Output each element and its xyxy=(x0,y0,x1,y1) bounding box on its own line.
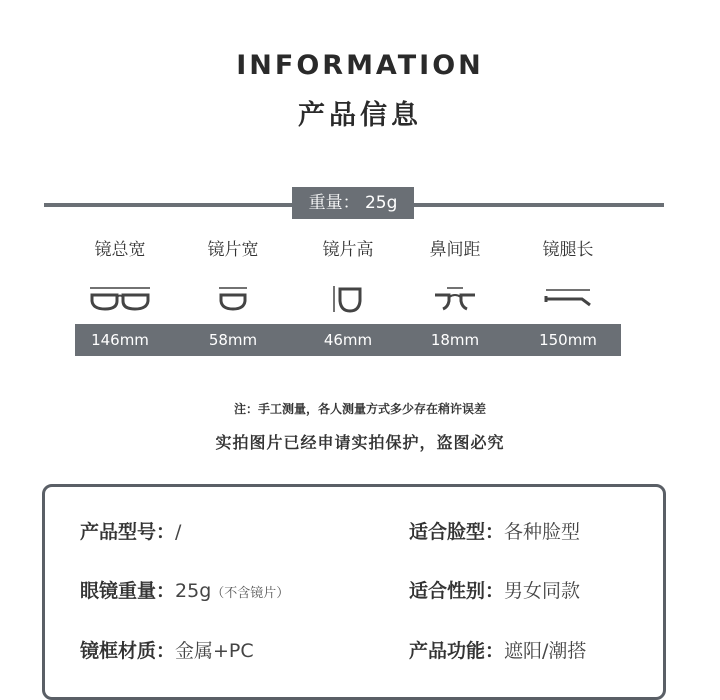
spec-frame-material xyxy=(80,636,254,663)
measure-label: 镜腿长 xyxy=(542,240,594,260)
measure-value: 46mm xyxy=(323,331,373,349)
title-chinese: 产品信息 xyxy=(298,100,422,131)
spec-value: 25g xyxy=(175,580,212,602)
spec-model xyxy=(80,517,181,544)
measure-label: 镜片宽 xyxy=(207,240,259,260)
lens-height-icon xyxy=(293,283,403,315)
measure-value: 146mm xyxy=(91,331,149,349)
measure-frame-width xyxy=(65,238,175,315)
spec-key: 适合性别： xyxy=(409,580,505,602)
measure-value: 58mm xyxy=(208,331,258,349)
measure-lens-width xyxy=(178,238,288,315)
measure-label: 镜总宽 xyxy=(94,240,146,260)
lens-width-icon xyxy=(178,283,288,315)
measurement-disclaimer: 注：手工测量，各人测量方式多少存在稍许误差 xyxy=(233,402,486,416)
weight-badge-value: 25g xyxy=(364,193,398,213)
spec-face-shape xyxy=(409,517,580,544)
spec-value: 金属+PC xyxy=(175,640,254,662)
measure-label: 鼻间距 xyxy=(429,240,481,260)
copyright-notice: 实拍图片已经申请实拍保护，盗图必究 xyxy=(215,433,505,452)
spec-key: 镜框材质： xyxy=(80,640,176,662)
spec-key: 适合脸型： xyxy=(409,521,505,543)
measure-value: 18mm xyxy=(430,331,480,349)
measure-label: 镜片高 xyxy=(322,240,374,260)
weight-badge xyxy=(292,187,414,219)
spec-value: 遮阳/潮搭 xyxy=(504,640,587,662)
spec-key: 产品型号： xyxy=(80,521,176,543)
measure-lens-height xyxy=(293,238,403,315)
spec-function xyxy=(409,636,586,663)
title-english: INFORMATION xyxy=(236,50,484,81)
full-frame-width-icon xyxy=(65,283,175,315)
spec-key: 眼镜重量： xyxy=(80,580,176,602)
weight-badge-label: 重量： xyxy=(308,193,360,213)
spec-gender xyxy=(409,576,580,603)
measure-temple xyxy=(513,238,623,315)
temple-length-icon xyxy=(513,283,623,315)
spec-value: 各种脸型 xyxy=(504,521,581,543)
spec-value: 男女同款 xyxy=(504,580,581,602)
measure-bridge xyxy=(400,238,510,315)
spec-note: （不含镜片） xyxy=(211,586,290,601)
spec-weight xyxy=(80,576,289,603)
spec-key: 产品功能： xyxy=(409,640,505,662)
measure-value: 150mm xyxy=(539,331,597,349)
spec-value: / xyxy=(175,521,182,543)
bridge-width-icon xyxy=(400,283,510,315)
